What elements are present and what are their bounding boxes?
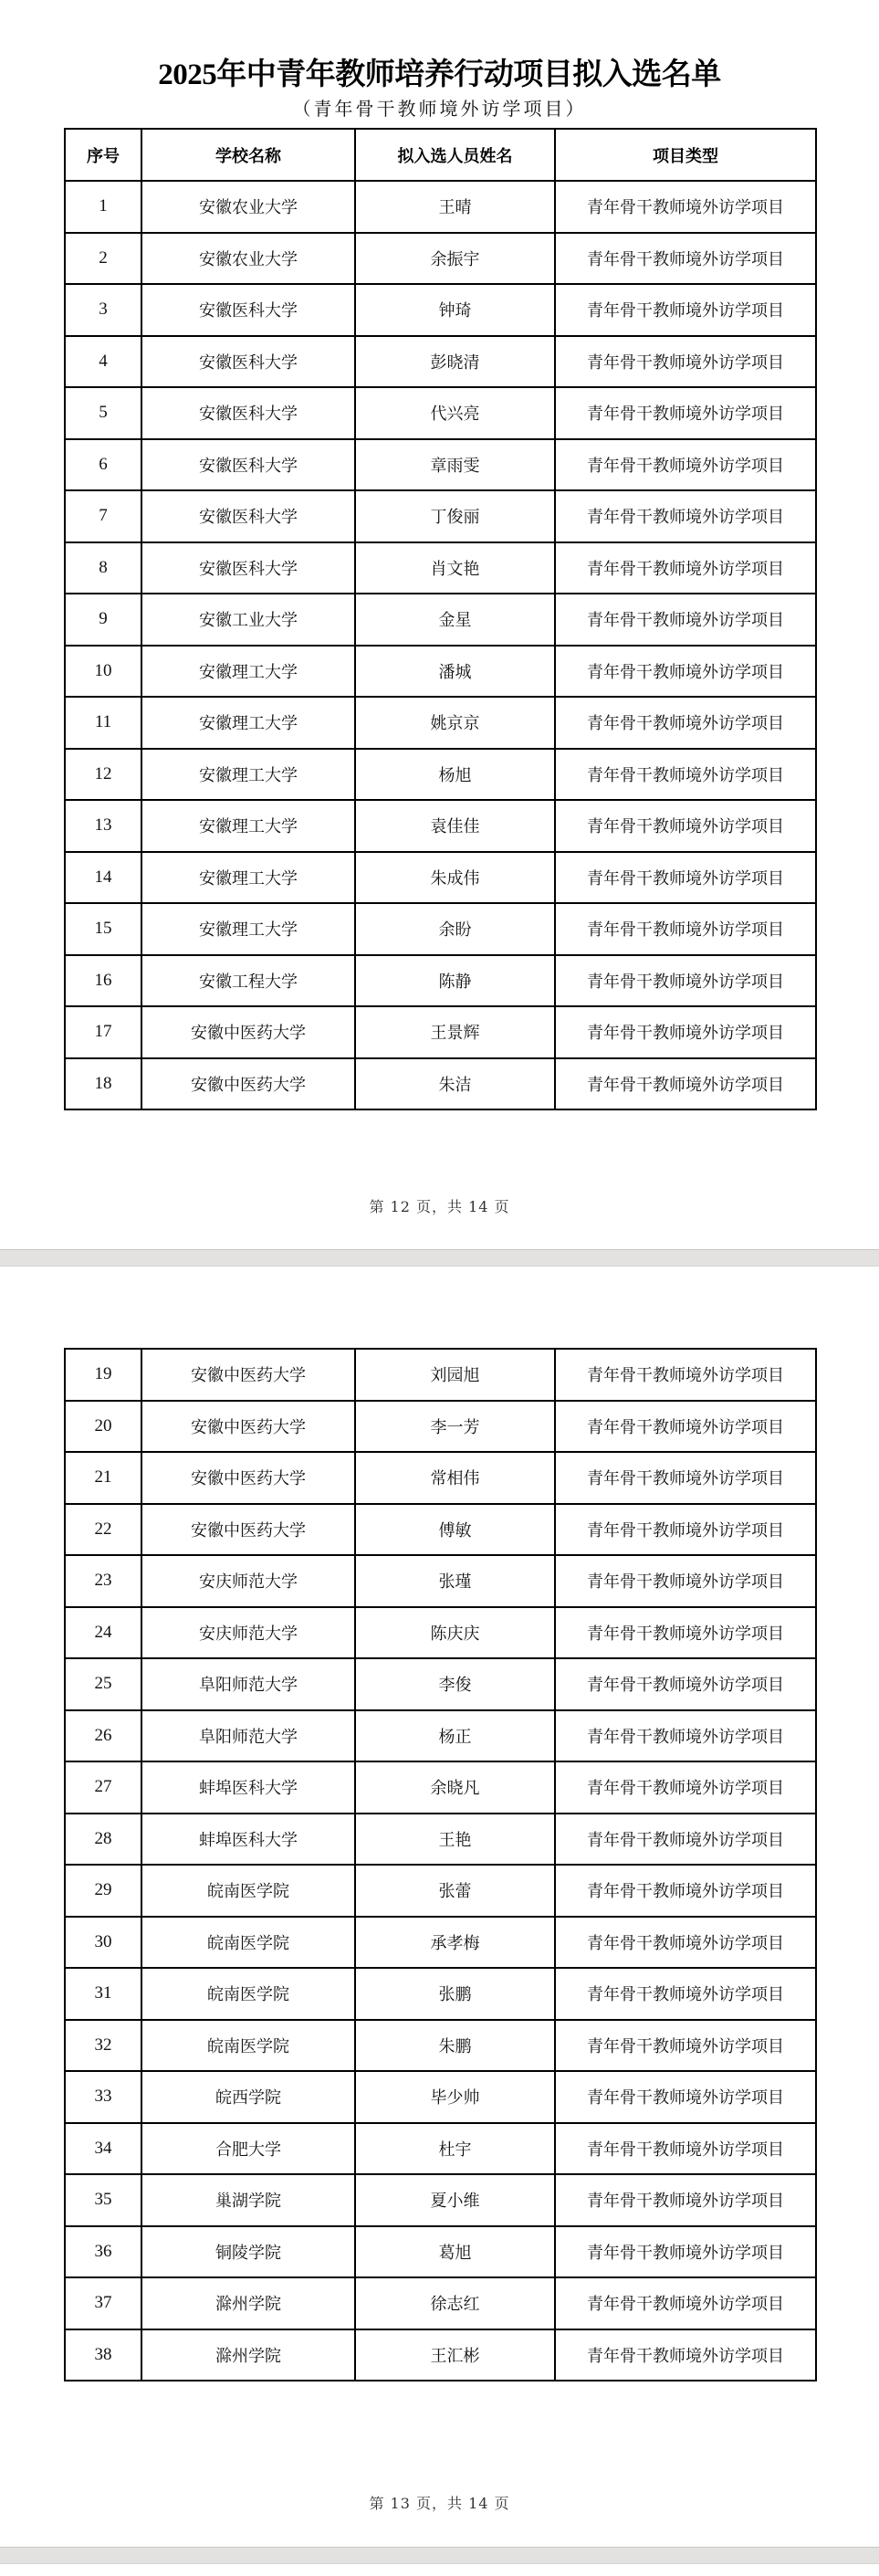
candidate-name-cell: 李一芳: [355, 1401, 555, 1453]
table-row: [65, 1504, 816, 1556]
project-type-cell: 青年骨干教师境外访学项目: [555, 749, 816, 801]
project-type-cell: 青年骨干教师境外访学项目: [555, 1006, 816, 1058]
table-row: [65, 284, 816, 336]
table-row: [65, 387, 816, 439]
serial-number-cell: 19: [65, 1349, 141, 1401]
school-name-cell: 安徽中医药大学: [141, 1452, 355, 1504]
school-name-cell: 安徽中医药大学: [141, 1349, 355, 1401]
candidate-name-cell: 杨正: [355, 1710, 555, 1762]
project-type-cell: 青年骨干教师境外访学项目: [555, 1452, 816, 1504]
table-row: [65, 1349, 816, 1401]
serial-number-cell: 20: [65, 1401, 141, 1453]
school-name-cell: 安徽医科大学: [141, 542, 355, 594]
serial-number-cell: 11: [65, 697, 141, 749]
table-row: [65, 233, 816, 285]
school-name-cell: 安徽理工大学: [141, 646, 355, 698]
serial-number-cell: 21: [65, 1452, 141, 1504]
school-name-cell: 安徽医科大学: [141, 336, 355, 388]
serial-number-cell: 32: [65, 2020, 141, 2072]
school-name-cell: 安徽工业大学: [141, 594, 355, 646]
school-name-cell: 安徽医科大学: [141, 387, 355, 439]
table-row: [65, 490, 816, 542]
candidate-name-cell: 潘城: [355, 646, 555, 698]
candidate-name-cell: 袁佳佳: [355, 800, 555, 852]
serial-number-cell: 28: [65, 1814, 141, 1866]
serial-number-cell: 4: [65, 336, 141, 388]
candidate-name-cell: 王晴: [355, 181, 555, 233]
school-name-cell: 安庆师范大学: [141, 1607, 355, 1659]
table-row: [65, 2226, 816, 2278]
serial-number-cell: 3: [65, 284, 141, 336]
school-name-cell: 安徽理工大学: [141, 800, 355, 852]
table-row: [65, 646, 816, 698]
table-row: [65, 800, 816, 852]
candidate-name-cell: 朱鹏: [355, 2020, 555, 2072]
table-row: [65, 697, 816, 749]
school-name-cell: 阜阳师范大学: [141, 1658, 355, 1710]
school-name-cell: 安徽农业大学: [141, 233, 355, 285]
project-type-cell: 青年骨干教师境外访学项目: [555, 1504, 816, 1556]
header-serial-number: 序号: [65, 129, 141, 181]
serial-number-cell: 29: [65, 1865, 141, 1917]
candidate-name-cell: 姚京京: [355, 697, 555, 749]
table-row: [65, 1865, 816, 1917]
school-name-cell: 皖南医学院: [141, 1917, 355, 1969]
candidate-name-cell: 陈庆庆: [355, 1607, 555, 1659]
page-separator: [0, 1249, 879, 1267]
table-body: [65, 181, 816, 1109]
page-separator: [0, 2547, 879, 2564]
project-type-cell: 青年骨干教师境外访学项目: [555, 697, 816, 749]
school-name-cell: 安徽中医药大学: [141, 1504, 355, 1556]
project-type-cell: 青年骨干教师境外访学项目: [555, 439, 816, 491]
table-row: [65, 1555, 816, 1607]
project-type-cell: 青年骨干教师境外访学项目: [555, 1917, 816, 1969]
candidate-name-cell: 金星: [355, 594, 555, 646]
candidate-name-cell: 张瑾: [355, 1555, 555, 1607]
school-name-cell: 安徽理工大学: [141, 903, 355, 955]
serial-number-cell: 30: [65, 1917, 141, 1969]
school-name-cell: 皖西学院: [141, 2071, 355, 2123]
project-type-cell: 青年骨干教师境外访学项目: [555, 2226, 816, 2278]
candidate-name-cell: 张鹏: [355, 1968, 555, 2020]
project-type-cell: 青年骨干教师境外访学项目: [555, 2071, 816, 2123]
table-row: [65, 1058, 816, 1110]
school-name-cell: 皖南医学院: [141, 1865, 355, 1917]
table-row: [65, 2329, 816, 2381]
serial-number-cell: 9: [65, 594, 141, 646]
serial-number-cell: 37: [65, 2277, 141, 2329]
candidate-name-cell: 葛旭: [355, 2226, 555, 2278]
serial-number-cell: 34: [65, 2123, 141, 2175]
project-type-cell: 青年骨干教师境外访学项目: [555, 1865, 816, 1917]
project-type-cell: 青年骨干教师境外访学项目: [555, 1761, 816, 1814]
candidate-name-cell: 王景辉: [355, 1006, 555, 1058]
candidate-name-cell: 杨旭: [355, 749, 555, 801]
serial-number-cell: 31: [65, 1968, 141, 2020]
school-name-cell: 安徽医科大学: [141, 284, 355, 336]
project-type-cell: 青年骨干教师境外访学项目: [555, 1658, 816, 1710]
school-name-cell: 安徽农业大学: [141, 181, 355, 233]
table-row: [65, 1452, 816, 1504]
project-type-cell: 青年骨干教师境外访学项目: [555, 1710, 816, 1762]
serial-number-cell: 5: [65, 387, 141, 439]
project-type-cell: 青年骨干教师境外访学项目: [555, 233, 816, 285]
project-type-cell: 青年骨干教师境外访学项目: [555, 387, 816, 439]
candidate-name-cell: 余晓凡: [355, 1761, 555, 1814]
candidate-name-cell: 王汇彬: [355, 2329, 555, 2381]
candidate-name-cell: 肖文艳: [355, 542, 555, 594]
candidate-name-cell: 钟琦: [355, 284, 555, 336]
table-row: [65, 1607, 816, 1659]
table-row: [65, 903, 816, 955]
serial-number-cell: 7: [65, 490, 141, 542]
school-name-cell: 铜陵学院: [141, 2226, 355, 2278]
serial-number-cell: 12: [65, 749, 141, 801]
page-footer: 第 12 页，共 14 页: [369, 1198, 510, 1215]
project-type-cell: 青年骨干教师境外访学项目: [555, 284, 816, 336]
table-row: [65, 1761, 816, 1814]
table-row: [65, 439, 816, 491]
project-type-cell: 青年骨干教师境外访学项目: [555, 1607, 816, 1659]
table-header-row: [65, 129, 816, 181]
school-name-cell: 安徽中医药大学: [141, 1058, 355, 1110]
table-row: [65, 749, 816, 801]
table-row: [65, 2174, 816, 2226]
candidate-name-cell: 陈静: [355, 955, 555, 1007]
candidate-name-cell: 朱成伟: [355, 852, 555, 904]
table-row: [65, 336, 816, 388]
project-type-cell: 青年骨干教师境外访学项目: [555, 2020, 816, 2072]
table-row: [65, 594, 816, 646]
project-type-cell: 青年骨干教师境外访学项目: [555, 490, 816, 542]
header-candidate-name: 拟入选人员姓名: [355, 129, 555, 181]
page-title: 2025年中青年教师培养行动项目拟入选名单: [158, 58, 721, 91]
candidate-name-cell: 朱洁: [355, 1058, 555, 1110]
header-school-name: 学校名称: [141, 129, 355, 181]
serial-number-cell: 15: [65, 903, 141, 955]
serial-number-cell: 8: [65, 542, 141, 594]
candidate-name-cell: 毕少帅: [355, 2071, 555, 2123]
school-name-cell: 巢湖学院: [141, 2174, 355, 2226]
page-footer: 第 13 页，共 14 页: [369, 2495, 510, 2512]
table-row: [65, 2020, 816, 2072]
serial-number-cell: 23: [65, 1555, 141, 1607]
school-name-cell: 阜阳师范大学: [141, 1710, 355, 1762]
candidate-name-cell: 章雨雯: [355, 439, 555, 491]
table-row: [65, 542, 816, 594]
serial-number-cell: 38: [65, 2329, 141, 2381]
serial-number-cell: 33: [65, 2071, 141, 2123]
school-name-cell: 安徽理工大学: [141, 852, 355, 904]
project-type-cell: 青年骨干教师境外访学项目: [555, 1058, 816, 1110]
project-type-cell: 青年骨干教师境外访学项目: [555, 1814, 816, 1866]
candidate-table-page-12: [64, 128, 817, 1110]
school-name-cell: 皖南医学院: [141, 1968, 355, 2020]
serial-number-cell: 35: [65, 2174, 141, 2226]
school-name-cell: 蚌埠医科大学: [141, 1761, 355, 1814]
serial-number-cell: 6: [65, 439, 141, 491]
serial-number-cell: 16: [65, 955, 141, 1007]
candidate-name-cell: 夏小维: [355, 2174, 555, 2226]
candidate-name-cell: 徐志红: [355, 2277, 555, 2329]
serial-number-cell: 18: [65, 1058, 141, 1110]
serial-number-cell: 25: [65, 1658, 141, 1710]
table-body: [65, 1349, 816, 2381]
serial-number-cell: 10: [65, 646, 141, 698]
table-row: [65, 1968, 816, 2020]
serial-number-cell: 17: [65, 1006, 141, 1058]
project-type-cell: 青年骨干教师境外访学项目: [555, 2277, 816, 2329]
serial-number-cell: 36: [65, 2226, 141, 2278]
project-type-cell: 青年骨干教师境外访学项目: [555, 2123, 816, 2175]
school-name-cell: 皖南医学院: [141, 2020, 355, 2072]
candidate-name-cell: 张蕾: [355, 1865, 555, 1917]
project-type-cell: 青年骨干教师境外访学项目: [555, 903, 816, 955]
table-row: [65, 1710, 816, 1762]
serial-number-cell: 2: [65, 233, 141, 285]
project-type-cell: 青年骨干教师境外访学项目: [555, 1968, 816, 2020]
school-name-cell: 滁州学院: [141, 2277, 355, 2329]
serial-number-cell: 27: [65, 1761, 141, 1814]
table-row: [65, 852, 816, 904]
school-name-cell: 安徽理工大学: [141, 749, 355, 801]
table-row: [65, 1917, 816, 1969]
project-type-cell: 青年骨干教师境外访学项目: [555, 2329, 816, 2381]
table-row: [65, 1006, 816, 1058]
school-name-cell: 安庆师范大学: [141, 1555, 355, 1607]
table-row: [65, 181, 816, 233]
candidate-name-cell: 代兴亮: [355, 387, 555, 439]
school-name-cell: 安徽中医药大学: [141, 1006, 355, 1058]
project-type-cell: 青年骨干教师境外访学项目: [555, 336, 816, 388]
table-row: [65, 1814, 816, 1866]
school-name-cell: 蚌埠医科大学: [141, 1814, 355, 1866]
candidate-name-cell: 王艳: [355, 1814, 555, 1866]
candidate-name-cell: 常相伟: [355, 1452, 555, 1504]
project-type-cell: 青年骨干教师境外访学项目: [555, 646, 816, 698]
project-type-cell: 青年骨干教师境外访学项目: [555, 1349, 816, 1401]
project-type-cell: 青年骨干教师境外访学项目: [555, 800, 816, 852]
serial-number-cell: 24: [65, 1607, 141, 1659]
candidate-name-cell: 承孝梅: [355, 1917, 555, 1969]
table-row: [65, 955, 816, 1007]
project-type-cell: 青年骨干教师境外访学项目: [555, 542, 816, 594]
project-type-cell: 青年骨干教师境外访学项目: [555, 1555, 816, 1607]
project-type-cell: 青年骨干教师境外访学项目: [555, 852, 816, 904]
table-row: [65, 2071, 816, 2123]
serial-number-cell: 14: [65, 852, 141, 904]
project-type-cell: 青年骨干教师境外访学项目: [555, 181, 816, 233]
school-name-cell: 合肥大学: [141, 2123, 355, 2175]
school-name-cell: 安徽中医药大学: [141, 1401, 355, 1453]
candidate-name-cell: 余振宇: [355, 233, 555, 285]
school-name-cell: 滁州学院: [141, 2329, 355, 2381]
header-project-type: 项目类型: [555, 129, 816, 181]
table-row: [65, 2123, 816, 2175]
candidate-name-cell: 李俊: [355, 1658, 555, 1710]
project-type-cell: 青年骨干教师境外访学项目: [555, 1401, 816, 1453]
candidate-name-cell: 彭晓清: [355, 336, 555, 388]
school-name-cell: 安徽理工大学: [141, 697, 355, 749]
table-row: [65, 1401, 816, 1453]
page-subtitle: （青年骨干教师境外访学项目）: [292, 98, 587, 120]
candidate-name-cell: 刘园旭: [355, 1349, 555, 1401]
project-type-cell: 青年骨干教师境外访学项目: [555, 2174, 816, 2226]
candidate-name-cell: 余盼: [355, 903, 555, 955]
candidate-name-cell: 傅敏: [355, 1504, 555, 1556]
school-name-cell: 安徽医科大学: [141, 490, 355, 542]
school-name-cell: 安徽医科大学: [141, 439, 355, 491]
candidate-name-cell: 杜宇: [355, 2123, 555, 2175]
project-type-cell: 青年骨干教师境外访学项目: [555, 594, 816, 646]
serial-number-cell: 1: [65, 181, 141, 233]
table-row: [65, 2277, 816, 2329]
project-type-cell: 青年骨干教师境外访学项目: [555, 955, 816, 1007]
serial-number-cell: 26: [65, 1710, 141, 1762]
candidate-table-page-13: [64, 1348, 817, 2381]
table-row: [65, 1658, 816, 1710]
serial-number-cell: 22: [65, 1504, 141, 1556]
school-name-cell: 安徽工程大学: [141, 955, 355, 1007]
serial-number-cell: 13: [65, 800, 141, 852]
candidate-name-cell: 丁俊丽: [355, 490, 555, 542]
